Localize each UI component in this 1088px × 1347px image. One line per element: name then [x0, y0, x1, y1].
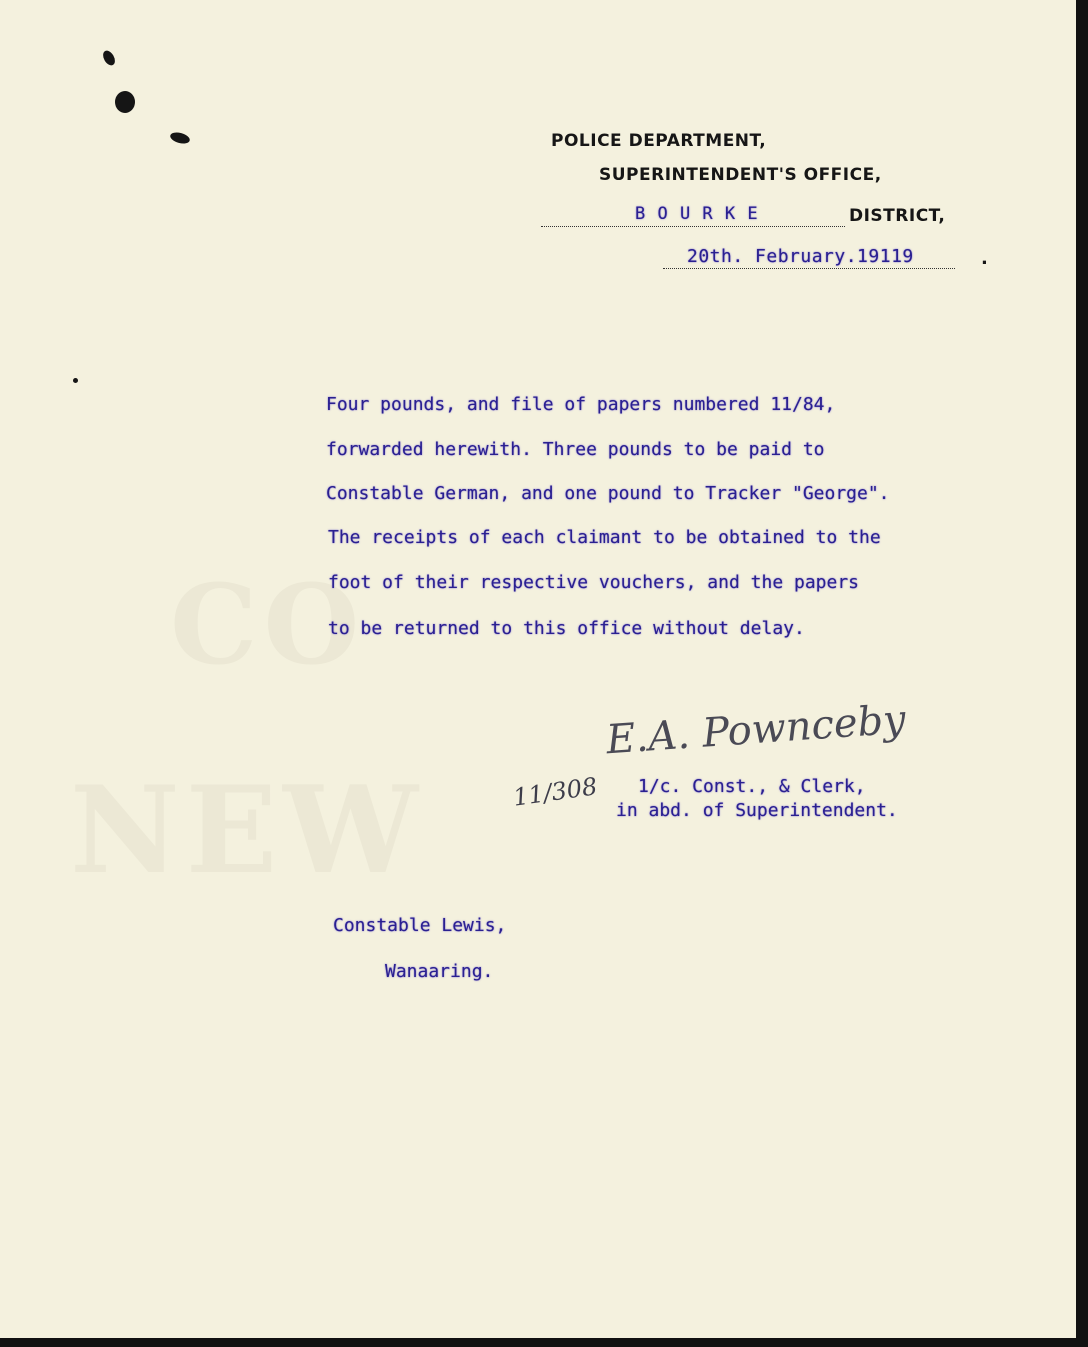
handwritten-signature: E.A. Pownceby [604, 696, 908, 764]
department-heading: POLICE DEPARTMENT, [551, 131, 767, 151]
signatory-title-line-2: in abd. of Superintendent. [616, 800, 898, 821]
addressee-place: Wanaaring. [385, 961, 494, 982]
body-line-4: The receipts of each claimant to be obtained to the [328, 527, 881, 548]
date-line [663, 246, 955, 269]
district-name-text: B O U R K E [635, 204, 759, 224]
page-bottom-shadow [0, 1338, 1088, 1347]
signatory-title-line-1: 1/c. Const., & Clerk, [638, 776, 866, 797]
bleed-through-text-lower: NEW [70, 760, 424, 901]
body-line-2: forwarded herewith. Three pounds to be paid to [326, 439, 825, 460]
page-edge-shadow [1076, 0, 1088, 1347]
bleed-through-text: CO [170, 560, 366, 689]
punch-mark-top [101, 49, 118, 68]
ink-speck [73, 378, 78, 383]
date-text: 20th. February.19119 [687, 246, 914, 267]
body-line-6: to be returned to this office without delay. [328, 618, 805, 639]
file-reference: 11/308 [511, 772, 599, 812]
body-line-3: Constable German, and one pound to Tracker "George". [326, 483, 890, 504]
district-label: DISTRICT, [849, 206, 946, 226]
office-heading: SUPERINTENDENT'S OFFICE, [599, 165, 882, 185]
district-name [541, 204, 845, 227]
punch-mark-bottom [169, 131, 191, 146]
punch-hole [115, 91, 135, 113]
addressee-name: Constable Lewis, [333, 915, 507, 936]
date-terminator: . [981, 248, 989, 269]
body-line-5: foot of their respective vouchers, and the papers [328, 572, 860, 593]
body-line-1: Four pounds, and file of papers numbered 11/84, [326, 394, 836, 415]
